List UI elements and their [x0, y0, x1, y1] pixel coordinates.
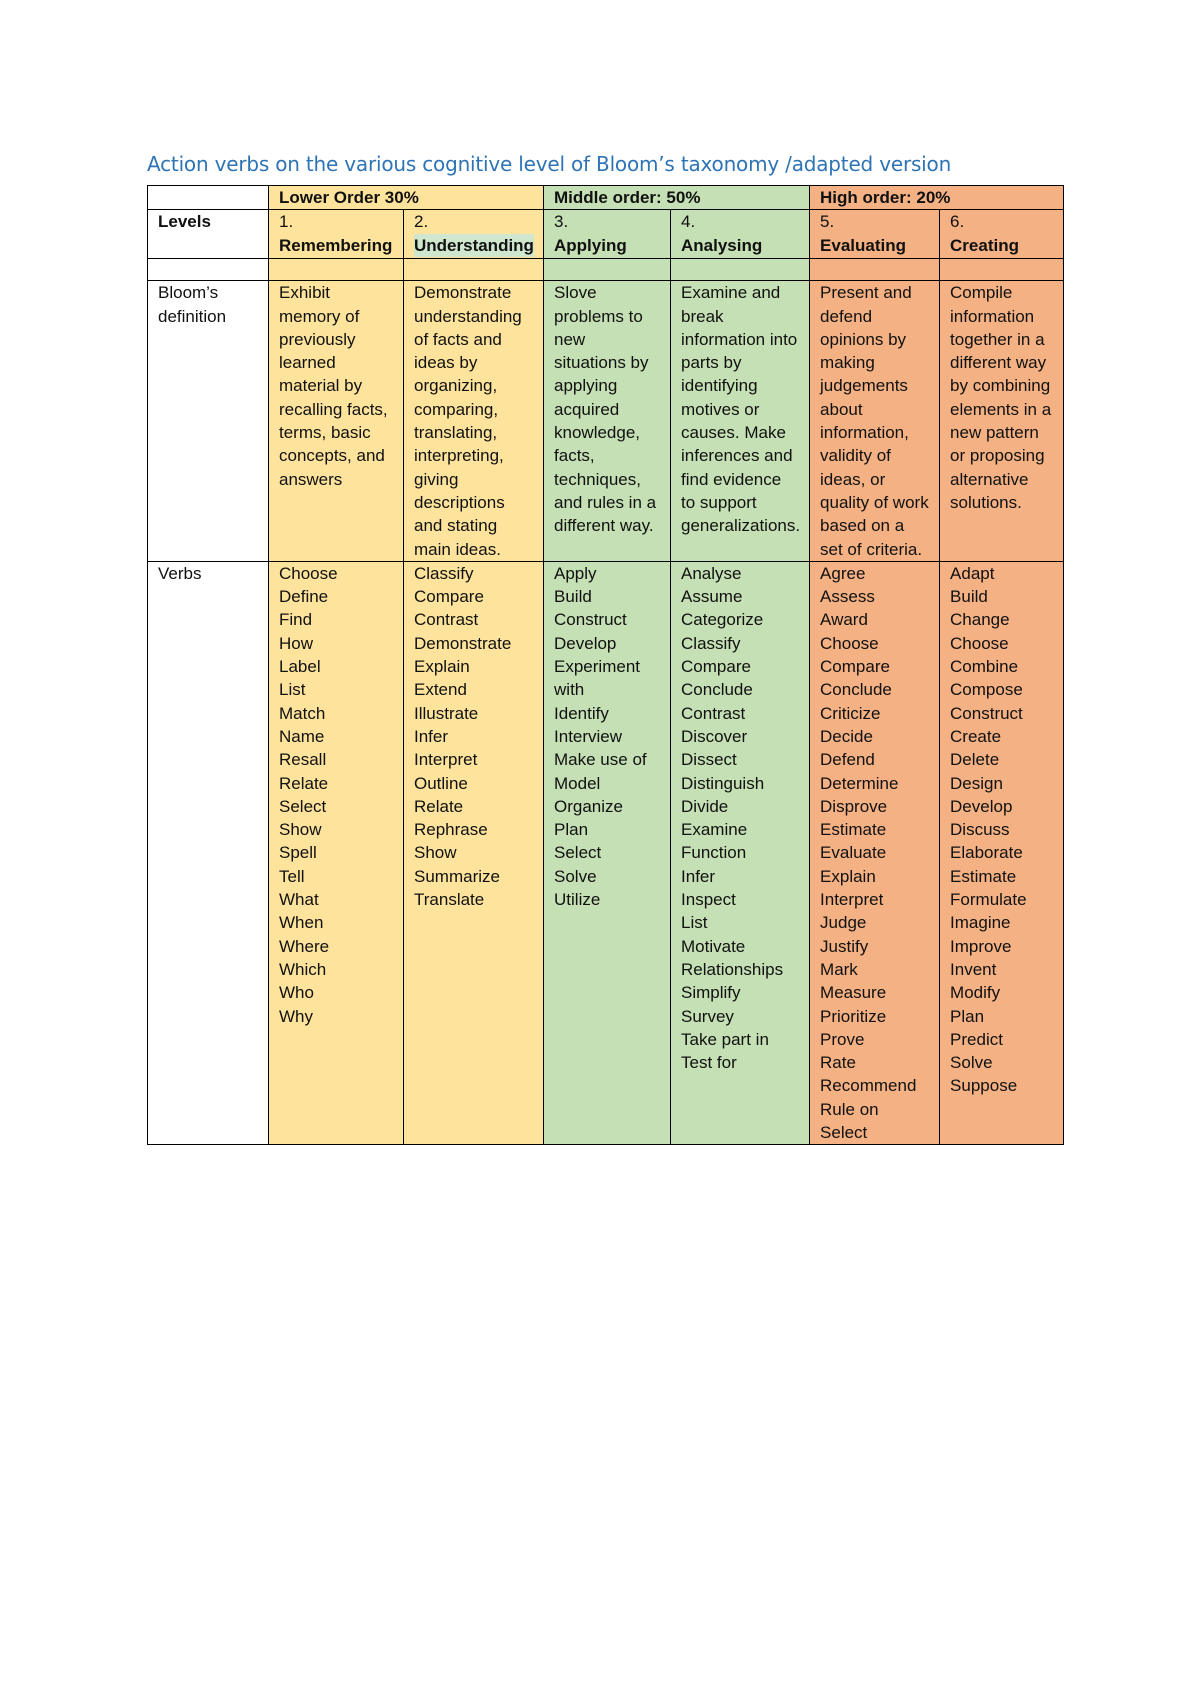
- verb-item: Conclude: [681, 680, 753, 700]
- definition-applying: Slove problems to new situations by applying acquired knowledge, facts, techniques, and rules in a different way.: [544, 281, 671, 562]
- spacer-cell: [544, 259, 671, 281]
- verb-item: with: [554, 680, 585, 700]
- level-name: Remembering: [279, 235, 393, 255]
- spacer-cell: [148, 259, 269, 281]
- verb-item: Motivate: [681, 936, 746, 956]
- verb-item: Show: [279, 820, 322, 840]
- verb-item: Discover: [681, 726, 748, 746]
- definition-understanding: Demonstrate understanding of facts and ideas by organizing, comparing, translating, interpreting, giving descriptions and stating main ideas.: [404, 281, 544, 562]
- high-order-header: High order: 20%: [810, 186, 1064, 210]
- verb-item: Interview: [554, 726, 623, 746]
- level-number: 1.: [279, 212, 294, 232]
- verb-item: Simplify: [681, 983, 741, 1003]
- verb-item: When: [279, 913, 324, 933]
- verb-item: Make use of: [554, 750, 647, 770]
- verb-item: Predict: [950, 1029, 1003, 1049]
- verb-item: Plan: [554, 820, 589, 840]
- level-number: 5.: [820, 212, 835, 232]
- verb-item: Agree: [820, 563, 866, 583]
- verb-item: List: [279, 680, 306, 700]
- verb-item: Translate: [414, 890, 485, 910]
- level-name: Analysing: [681, 235, 763, 255]
- verb-item: Which: [279, 959, 327, 979]
- verb-item: Distinguish: [681, 773, 765, 793]
- verbs-understanding: [404, 561, 544, 1144]
- verb-item: Create: [950, 726, 1002, 746]
- verb-item: Define: [279, 587, 329, 607]
- spacer-cell: [269, 259, 404, 281]
- verb-item: Show: [414, 843, 457, 863]
- verb-item: Solve: [554, 866, 597, 886]
- verb-item: Classify: [414, 563, 474, 583]
- verb-item: Analyse: [681, 563, 742, 583]
- verb-item: Apply: [554, 563, 597, 583]
- level-name: Understanding: [414, 234, 534, 257]
- verb-item: Formulate: [950, 890, 1027, 910]
- verb-item: Rate: [820, 1053, 856, 1073]
- verb-item: Change: [950, 610, 1010, 630]
- verb-item: Tell: [279, 866, 305, 886]
- verb-item: Build: [950, 587, 988, 607]
- verb-item: Select: [279, 796, 327, 816]
- verb-item: Infer: [414, 726, 449, 746]
- verb-item: Choose: [820, 633, 879, 653]
- level-cell-creating: [940, 210, 1064, 259]
- verb-item: Explain: [820, 866, 876, 886]
- verbs-row: [148, 561, 1064, 1144]
- verb-item: List: [681, 913, 708, 933]
- verb-item: What: [279, 890, 319, 910]
- verb-item: Adapt: [950, 563, 995, 583]
- verb-item: Estimate: [820, 820, 887, 840]
- verb-item: Experiment: [554, 657, 640, 677]
- verb-item: Survey: [681, 1006, 734, 1026]
- verb-item: Criticize: [820, 703, 881, 723]
- verb-item: Name: [279, 726, 325, 746]
- verb-item: Improve: [950, 936, 1012, 956]
- verb-item: Construct: [554, 610, 627, 630]
- verb-item: Summarize: [414, 866, 500, 886]
- verb-item: Resall: [279, 750, 327, 770]
- verb-item: Relationships: [681, 959, 784, 979]
- verb-item: Invent: [950, 959, 997, 979]
- verbs-analysing: [671, 561, 810, 1144]
- level-cell-applying: [544, 210, 671, 259]
- spacer-cell: [404, 259, 544, 281]
- verb-item: Find: [279, 610, 313, 630]
- verb-item: Discuss: [950, 820, 1010, 840]
- verb-item: Function: [681, 843, 747, 863]
- verb-item: Categorize: [681, 610, 764, 630]
- verb-item: Award: [820, 610, 868, 630]
- verb-item: Compose: [950, 680, 1023, 700]
- levels-label: Levels: [148, 210, 269, 259]
- level-number: 2.: [414, 212, 429, 232]
- verb-item: Defend: [820, 750, 875, 770]
- level-name: Applying: [554, 235, 627, 255]
- level-name: Creating: [950, 235, 1019, 255]
- verb-item: Compare: [681, 657, 751, 677]
- verb-item: Decide: [820, 726, 873, 746]
- verb-item: Judge: [820, 913, 867, 933]
- verb-item: Demonstrate: [414, 633, 512, 653]
- verb-item: Utilize: [554, 890, 601, 910]
- levels-row: [148, 210, 1064, 259]
- level-cell-remembering: [269, 210, 404, 259]
- verb-item: Develop: [950, 796, 1013, 816]
- verbs-remembering: [269, 561, 404, 1144]
- level-cell-understanding: [404, 210, 544, 259]
- verb-list: [279, 562, 403, 1028]
- verb-item: Select: [554, 843, 602, 863]
- verb-item: Plan: [950, 1006, 985, 1026]
- empty-header-cell: [148, 186, 269, 210]
- verb-item: Contrast: [681, 703, 746, 723]
- level-cell-analysing: [671, 210, 810, 259]
- verb-item: Combine: [950, 657, 1019, 677]
- verb-item: Construct: [950, 703, 1023, 723]
- verb-item: Suppose: [950, 1076, 1018, 1096]
- verb-item: Justify: [820, 936, 869, 956]
- verb-item: Develop: [554, 633, 617, 653]
- verb-item: Rephrase: [414, 820, 488, 840]
- verbs-applying: [544, 561, 671, 1144]
- level-number: 6.: [950, 212, 965, 232]
- level-name: Evaluating: [820, 235, 906, 255]
- definition-analysing: Examine and break information into parts by identifying motives or causes. Make inferences and find evidence to support generalizations.: [671, 281, 810, 562]
- verb-item: How: [279, 633, 314, 653]
- document-title: Action verbs on the various cognitive level of Bloom’s taxonomy /adapted version: [147, 152, 952, 176]
- verb-item: Select: [820, 1122, 868, 1142]
- verb-item: Test for: [681, 1053, 737, 1073]
- verb-item: Take part in: [681, 1029, 769, 1049]
- verb-item: Assume: [681, 587, 743, 607]
- verb-item: Label: [279, 657, 321, 677]
- verb-item: Choose: [279, 563, 338, 583]
- verb-item: Assess: [820, 587, 875, 607]
- verb-item: Relate: [279, 773, 329, 793]
- verb-item: Conclude: [820, 680, 892, 700]
- spacer-cell: [940, 259, 1064, 281]
- verb-item: Disprove: [820, 796, 888, 816]
- verb-item: Compare: [820, 657, 890, 677]
- order-group-row: [148, 186, 1064, 210]
- verb-item: Elaborate: [950, 843, 1023, 863]
- verb-list: [820, 562, 939, 1144]
- verb-item: Choose: [950, 633, 1009, 653]
- verb-item: Estimate: [950, 866, 1017, 886]
- verb-item: Divide: [681, 796, 729, 816]
- verb-item: Contrast: [414, 610, 479, 630]
- verb-item: Measure: [820, 983, 887, 1003]
- verb-item: Who: [279, 983, 314, 1003]
- verb-item: Mark: [820, 959, 858, 979]
- verb-list: [554, 562, 670, 911]
- verb-item: Inspect: [681, 890, 736, 910]
- middle-order-header: Middle order: 50%: [544, 186, 810, 210]
- verb-item: Evaluate: [820, 843, 887, 863]
- verb-item: Recommend: [820, 1076, 917, 1096]
- verbs-label: Verbs: [148, 561, 269, 1144]
- definition-creating: Compile information together in a different way by combining elements in a new pattern or proposing alternative solutions.: [940, 281, 1064, 562]
- spacer-cell: [810, 259, 940, 281]
- verb-item: Relate: [414, 796, 464, 816]
- definition-row: [148, 281, 1064, 562]
- definition-remembering: Exhibit memory of previously learned material by recalling facts, terms, basic concepts, and answers: [269, 281, 404, 562]
- verb-list: [681, 562, 809, 1075]
- verbs-creating: [940, 561, 1064, 1144]
- verb-item: Identify: [554, 703, 609, 723]
- verb-item: Organize: [554, 796, 623, 816]
- level-cell-evaluating: [810, 210, 940, 259]
- verb-item: Illustrate: [414, 703, 479, 723]
- definition-label: Bloom’s definition: [148, 281, 269, 562]
- spacer-cell: [671, 259, 810, 281]
- verb-item: Dissect: [681, 750, 737, 770]
- verb-item: Interpret: [820, 890, 884, 910]
- lower-order-header: Lower Order 30%: [269, 186, 544, 210]
- verb-list: [414, 562, 543, 911]
- verb-item: Classify: [681, 633, 741, 653]
- verb-item: Match: [279, 703, 326, 723]
- verb-item: Design: [950, 773, 1003, 793]
- verb-item: Extend: [414, 680, 467, 700]
- verbs-evaluating: [810, 561, 940, 1144]
- verb-item: Infer: [681, 866, 716, 886]
- verb-list: [950, 562, 1063, 1098]
- verb-item: Explain: [414, 657, 470, 677]
- verb-item: Why: [279, 1006, 313, 1026]
- verb-item: Modify: [950, 983, 1001, 1003]
- level-number: 4.: [681, 212, 696, 232]
- verb-item: Model: [554, 773, 601, 793]
- verb-item: Prove: [820, 1029, 865, 1049]
- level-number: 3.: [554, 212, 569, 232]
- bloom-taxonomy-table: [147, 185, 1064, 1145]
- verb-item: Compare: [414, 587, 484, 607]
- verb-item: Solve: [950, 1053, 993, 1073]
- verb-item: Prioritize: [820, 1006, 887, 1026]
- verb-item: Spell: [279, 843, 317, 863]
- definition-evaluating: Present and defend opinions by making judgements about information, validity of ideas, or quality of work based on a set of criteria.: [810, 281, 940, 562]
- verb-item: Delete: [950, 750, 1000, 770]
- verb-item: Examine: [681, 820, 748, 840]
- spacer-row: [148, 259, 1064, 281]
- verb-item: Rule on: [820, 1099, 879, 1119]
- verb-item: Outline: [414, 773, 468, 793]
- verb-item: Determine: [820, 773, 899, 793]
- verb-item: Where: [279, 936, 330, 956]
- verb-item: Imagine: [950, 913, 1011, 933]
- verb-item: Build: [554, 587, 592, 607]
- verb-item: Interpret: [414, 750, 478, 770]
